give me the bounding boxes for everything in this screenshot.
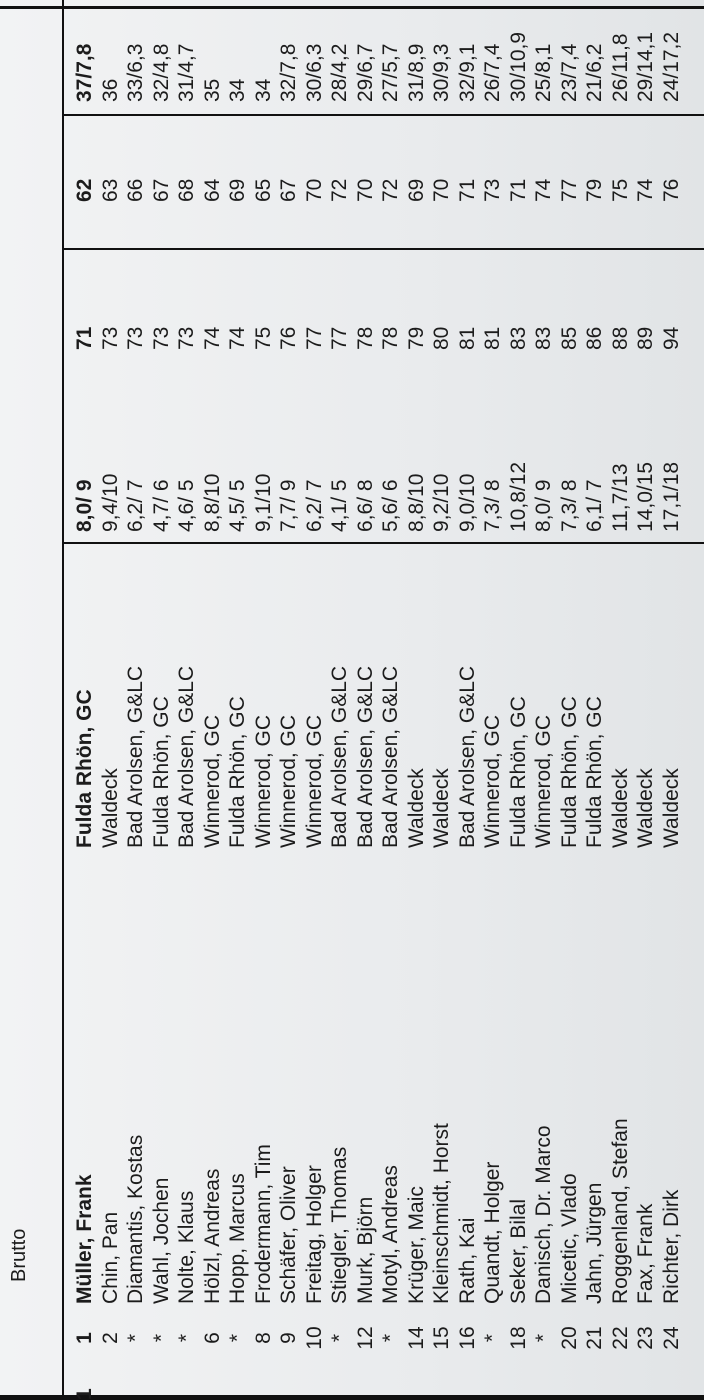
table-row <box>353 0 379 1400</box>
net-score-cell: 73 <box>481 178 504 202</box>
player-name-cell: Jahn, Jürgen <box>583 1182 606 1304</box>
handicap-cell: 5,6/ 6 <box>379 479 402 532</box>
position-cell: 18 <box>506 1326 530 1350</box>
net-score-cell: 69 <box>226 178 249 202</box>
player-name-cell: Müller, Frank <box>73 1174 96 1304</box>
handicap-cell: 4,5/ 5 <box>226 479 249 532</box>
points-cell: 31/4,7 <box>175 43 198 102</box>
points-cell: 30/9,3 <box>430 43 453 102</box>
gross-score-cell: 76 <box>277 326 300 350</box>
club-cell: Bad Arolsen, G&LC <box>455 665 479 848</box>
gross-score-cell: 89 <box>634 326 657 350</box>
club-cell: Waldeck <box>98 768 122 848</box>
table-row <box>225 0 251 1400</box>
gross-score-cell: 75 <box>251 326 275 350</box>
points-cell: 35 <box>200 78 224 102</box>
table-row <box>123 0 149 1400</box>
gross-score-cell: 85 <box>557 326 581 350</box>
club-cell: Bad Arolsen, G&LC <box>328 665 351 848</box>
player-name-cell: Motyl, Andreas <box>379 1165 402 1304</box>
position-cell: 15 <box>430 1326 453 1350</box>
club-cell: Bad Arolsen, G&LC <box>353 665 377 848</box>
player-name-cell: Kleinschmidt, Horst <box>430 1123 453 1304</box>
net-score-cell: 71 <box>455 178 479 202</box>
handicap-cell: 6,2/ 7 <box>302 479 326 532</box>
net-score-cell: 63 <box>98 178 122 202</box>
player-name-cell: Frodermann, Tim <box>251 1144 275 1304</box>
club-cell: Fulda Rhön, GC <box>73 689 96 848</box>
gross-score-cell: 83 <box>532 326 555 350</box>
position-cell: * <box>481 1333 504 1343</box>
points-cell: 30/10,9 <box>506 31 530 102</box>
table-row <box>608 0 634 1400</box>
table-row <box>72 0 98 1400</box>
club-cell: Waldeck <box>659 768 683 848</box>
handicap-cell: 17,1/18 <box>659 461 683 532</box>
club-cell: Bad Arolsen, G&LC <box>379 665 402 848</box>
net-score-cell: 70 <box>430 178 453 202</box>
position-cell: 9 <box>277 1332 300 1344</box>
points-cell: 21/6,2 <box>583 43 606 102</box>
table-row <box>633 0 659 1400</box>
net-score-cell: 75 <box>608 178 632 202</box>
handicap-cell: 7,3/ 8 <box>557 479 581 532</box>
player-name-cell: Wahl, Jochen <box>149 1177 173 1304</box>
net-score-cell: 66 <box>124 178 147 202</box>
position-cell: * <box>226 1333 249 1343</box>
player-name-cell: Hölzl, Andreas <box>200 1168 224 1304</box>
handicap-cell: 9,0/10 <box>455 473 479 532</box>
net-score-cell: 64 <box>200 178 224 202</box>
position-cell: * <box>124 1333 147 1343</box>
points-cell: 29/14,1 <box>634 31 657 102</box>
table-row <box>455 0 481 1400</box>
handicap-cell: 7,3/ 8 <box>481 479 504 532</box>
section-title: Brutto <box>8 1228 30 1282</box>
position-cell: 6 <box>200 1332 224 1344</box>
club-cell: Waldeck <box>404 768 428 848</box>
points-cell: 23/7,4 <box>557 43 581 102</box>
net-score-cell: 67 <box>277 178 300 202</box>
points-cell: 25/8,1 <box>532 43 555 102</box>
gross-score-cell: 80 <box>430 326 453 350</box>
player-name-cell: Krüger, Maic <box>404 1186 428 1304</box>
player-name-cell: Stiegler, Thomas <box>328 1146 351 1304</box>
player-name-cell: Quandt, Holger <box>481 1161 504 1304</box>
gross-score-cell: 81 <box>481 326 504 350</box>
table-row <box>506 0 532 1400</box>
table-row <box>200 0 226 1400</box>
points-cell: 30/6,3 <box>302 43 326 102</box>
points-cell: 29/6,7 <box>353 43 377 102</box>
handicap-cell: 11,7/13 <box>608 463 632 532</box>
handicap-cell: 8,0/ 9 <box>73 479 96 532</box>
gross-score-cell: 78 <box>353 326 377 350</box>
gross-score-cell: 94 <box>659 326 683 350</box>
handicap-cell: 6,2/ 7 <box>124 479 147 532</box>
position-cell: 14 <box>404 1326 428 1350</box>
position-cell: 8 <box>251 1332 275 1344</box>
player-name-cell: Seker, Bilal <box>506 1198 530 1304</box>
gross-score-cell: 78 <box>379 326 402 350</box>
handicap-cell: 4,1/ 5 <box>328 479 351 532</box>
points-cell: 27/5,7 <box>379 43 402 102</box>
club-cell: Fulda Rhön, GC <box>226 696 249 848</box>
club-cell: Winnerod, GC <box>277 714 300 848</box>
handicap-cell: 8,8/10 <box>404 473 428 532</box>
club-cell: Waldeck <box>608 768 632 848</box>
points-cell: 26/7,4 <box>481 43 504 102</box>
group-marker: 1 <box>73 1388 96 1400</box>
net-score-cell: 69 <box>404 178 428 202</box>
player-name-cell: Diamantis, Kostas <box>124 1134 147 1304</box>
gross-score-cell: 88 <box>608 326 632 350</box>
handicap-cell: 9,4/10 <box>98 473 122 532</box>
gross-score-cell: 73 <box>98 326 122 350</box>
table-row <box>251 0 277 1400</box>
position-cell: 23 <box>634 1326 657 1350</box>
position-cell: 12 <box>353 1326 377 1350</box>
points-cell: 32/4,8 <box>149 43 173 102</box>
points-cell: 36 <box>98 78 122 102</box>
club-cell: Winnerod, GC <box>481 714 504 848</box>
position-cell: 22 <box>608 1326 632 1350</box>
position-cell: 1 <box>73 1332 96 1344</box>
net-score-cell: 72 <box>379 178 402 202</box>
player-name-cell: Danisch, Dr. Marco <box>532 1125 555 1304</box>
points-cell: 31/8,9 <box>404 43 428 102</box>
table-row <box>302 0 328 1400</box>
gross-score-cell: 74 <box>226 326 249 350</box>
handicap-cell: 9,2/10 <box>430 473 453 532</box>
handicap-cell: 4,6/ 5 <box>175 479 198 532</box>
net-score-cell: 71 <box>506 178 530 202</box>
handicap-cell: 9,1/10 <box>251 473 275 532</box>
gross-score-cell: 81 <box>455 326 479 350</box>
gross-score-cell: 71 <box>73 326 96 350</box>
table-row <box>557 0 583 1400</box>
gross-score-cell: 86 <box>583 326 606 350</box>
points-cell: 34 <box>251 78 275 102</box>
net-score-cell: 74 <box>634 178 657 202</box>
handicap-cell: 6,1/ 7 <box>583 479 606 532</box>
handicap-cell: 7,7/ 9 <box>277 479 300 532</box>
net-score-cell: 77 <box>557 178 581 202</box>
player-name-cell: Fax, Frank <box>634 1203 657 1304</box>
club-cell: Bad Arolsen, G&LC <box>124 665 147 848</box>
gross-score-cell: 77 <box>328 326 351 350</box>
position-cell: 24 <box>659 1326 683 1350</box>
player-name-cell: Nolte, Klaus <box>175 1190 198 1304</box>
gross-score-cell: 77 <box>302 326 326 350</box>
club-cell: Waldeck <box>634 768 657 848</box>
club-cell: Waldeck <box>430 768 453 848</box>
position-cell: * <box>532 1333 555 1343</box>
net-score-cell: 70 <box>353 178 377 202</box>
position-cell: * <box>175 1333 198 1343</box>
table-row <box>276 0 302 1400</box>
position-cell: 21 <box>583 1326 606 1350</box>
position-cell: 16 <box>455 1326 479 1350</box>
points-cell: 37/7,8 <box>73 43 96 102</box>
table-row <box>149 0 175 1400</box>
position-cell: * <box>328 1333 351 1343</box>
player-name-cell: Chin, Pan <box>98 1211 122 1304</box>
net-score-cell: 72 <box>328 178 351 202</box>
net-score-cell: 74 <box>532 178 555 202</box>
club-cell: Winnerod, GC <box>302 714 326 848</box>
net-score-cell: 65 <box>251 178 275 202</box>
table-row <box>659 0 685 1400</box>
player-name-cell: Murk, Björn <box>353 1196 377 1304</box>
table-row <box>404 0 430 1400</box>
handicap-cell: 4,7/ 6 <box>149 479 173 532</box>
handicap-cell: 6,6/ 8 <box>353 479 377 532</box>
points-cell: 33/6,3 <box>124 43 147 102</box>
player-name-cell: Roggenland, Stefan <box>608 1118 632 1304</box>
net-score-cell: 76 <box>659 178 683 202</box>
club-cell: Winnerod, GC <box>251 714 275 848</box>
points-cell: 24/17,2 <box>659 31 683 102</box>
handicap-cell: 10,8/12 <box>506 461 530 532</box>
player-name-cell: Freitag, Holger <box>302 1165 326 1304</box>
table-row <box>480 0 506 1400</box>
handicap-cell: 8,8/10 <box>200 473 224 532</box>
club-cell: Fulda Rhön, GC <box>149 696 173 848</box>
points-cell: 26/11,8 <box>608 33 632 102</box>
gross-score-cell: 79 <box>404 326 428 350</box>
handicap-cell: 14,0/15 <box>634 461 657 532</box>
club-cell: Fulda Rhön, GC <box>583 696 606 848</box>
points-cell: 34 <box>226 78 249 102</box>
player-name-cell: Micetic, Vlado <box>557 1173 581 1304</box>
club-cell: Winnerod, GC <box>200 714 224 848</box>
net-score-cell: 79 <box>583 178 606 202</box>
position-cell: * <box>379 1333 402 1343</box>
table-row <box>174 0 200 1400</box>
position-cell: 10 <box>302 1326 326 1350</box>
gross-score-cell: 74 <box>200 326 224 350</box>
points-cell: 32/9,1 <box>455 43 479 102</box>
gross-score-cell: 73 <box>149 326 173 350</box>
gross-score-cell: 73 <box>175 326 198 350</box>
net-score-cell: 67 <box>149 178 173 202</box>
gross-score-cell: 73 <box>124 326 147 350</box>
position-cell: * <box>149 1333 173 1343</box>
handicap-cell: 8,0/ 9 <box>532 479 555 532</box>
net-score-cell: 68 <box>175 178 198 202</box>
position-cell: 20 <box>557 1326 581 1350</box>
club-cell: Winnerod, GC <box>532 714 555 848</box>
table-row <box>98 0 124 1400</box>
header-divider-line <box>62 0 64 1400</box>
net-score-cell: 62 <box>73 178 96 202</box>
gross-score-cell: 83 <box>506 326 530 350</box>
points-cell: 28/4,2 <box>328 43 351 102</box>
table-row <box>429 0 455 1400</box>
net-score-cell: 70 <box>302 178 326 202</box>
player-name-cell: Schäfer, Oliver <box>277 1166 300 1304</box>
club-cell: Fulda Rhön, GC <box>506 696 530 848</box>
club-cell: Bad Arolsen, G&LC <box>175 665 198 848</box>
table-row <box>582 0 608 1400</box>
table-row <box>378 0 404 1400</box>
player-name-cell: Hopp, Marcus <box>226 1173 249 1304</box>
player-name-cell: Rath, Kai <box>455 1217 479 1304</box>
position-cell: 2 <box>98 1332 122 1344</box>
table-row <box>327 0 353 1400</box>
table-row <box>531 0 557 1400</box>
points-cell: 32/7,8 <box>277 43 300 102</box>
player-name-cell: Richter, Dirk <box>659 1189 683 1304</box>
club-cell: Fulda Rhön, GC <box>557 696 581 848</box>
